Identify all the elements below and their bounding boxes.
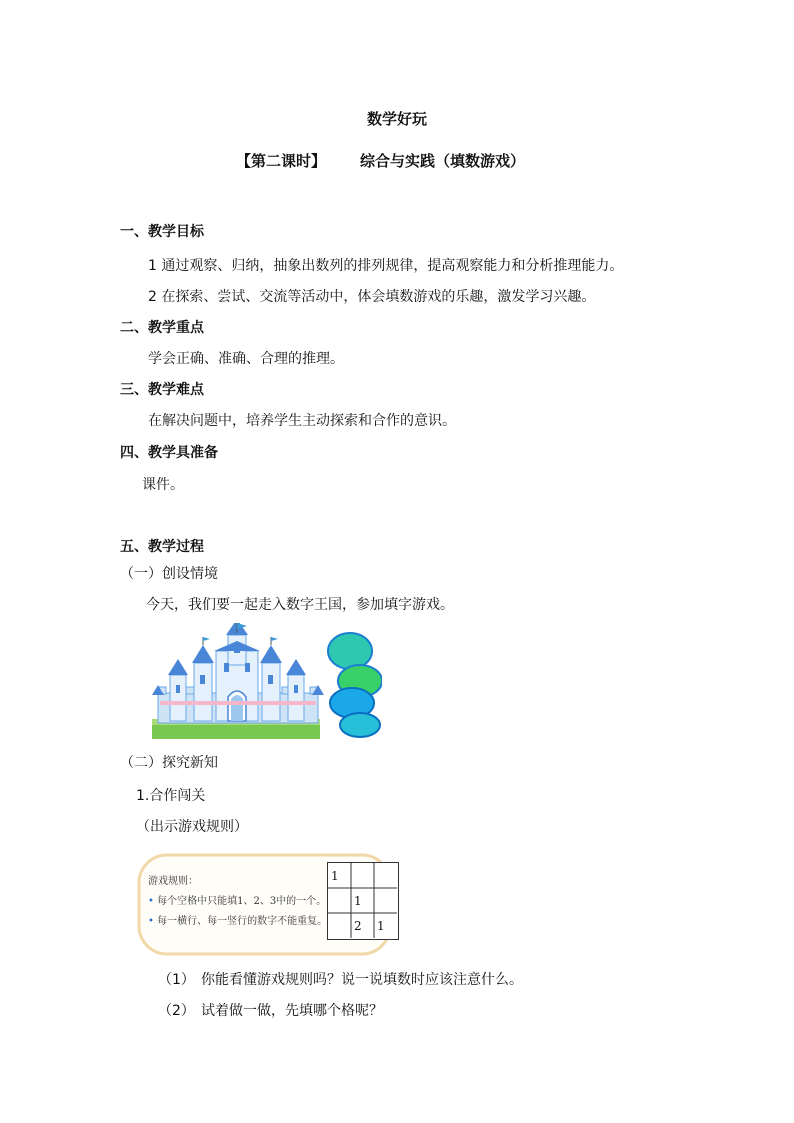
section-process-heading: 五、教学过程: [120, 539, 204, 555]
rule-2: [148, 915, 327, 929]
question-2-text: 试着做一做，先填哪个格呢？: [201, 1003, 383, 1019]
process-part1-text: 今天，我们要一起走入数字王国，参加填字游戏。: [146, 597, 454, 613]
question-1-text: 你能看懂游戏规则吗？说一说填数时应该注意什么。: [201, 972, 523, 988]
process-part1-heading: （一）创设情境: [120, 566, 218, 582]
grid-cell: [331, 888, 355, 914]
section-materials-heading: 四、教学具准备: [120, 445, 218, 461]
digit-kingdom-castle-image: [150, 623, 382, 741]
grid-cell: [331, 913, 355, 939]
section-difficulty-heading: 三、教学难点: [120, 382, 204, 398]
question-1-number: （1）: [158, 972, 195, 988]
grid-cell: [377, 863, 401, 889]
rule-2-text: 每一横行、每一竖行的数字不能重复。: [157, 916, 328, 927]
bullet-icon: •: [148, 896, 154, 907]
rule-1-text: 每个空格中只能填1、2、3中的一个。: [157, 896, 327, 907]
grid-cell: 1: [354, 894, 362, 908]
objective-2: 2 在探索、尝试、交流等活动中，体会填数游戏的乐趣，激发学习兴趣。: [148, 289, 596, 305]
cooperation-subheading: 1.合作闯关: [136, 788, 206, 804]
number-grid: [327, 862, 399, 940]
page-title: 数学好玩: [366, 110, 427, 128]
bullet-icon: •: [148, 916, 154, 927]
grid-cell: [354, 863, 378, 889]
show-rules-note: （出示游戏规则）: [136, 819, 248, 835]
grid-cell: 1: [377, 919, 385, 933]
section-keypoint-heading: 二、教学重点: [120, 320, 204, 336]
lesson-label: 【第二课时】: [236, 152, 327, 170]
grid-cell: 2: [354, 919, 362, 933]
process-part2-heading: （二）探究新知: [120, 755, 218, 771]
grid-cell: [377, 888, 401, 914]
question-2-number: （2）: [158, 1003, 195, 1019]
section-objectives-heading: 一、教学目标: [120, 224, 204, 240]
lesson-topic: 综合与实践（填数游戏）: [360, 152, 526, 170]
rules-label: 游戏规则：: [148, 876, 198, 887]
rule-1: [148, 895, 326, 909]
grid-cell: 1: [331, 869, 339, 883]
objective-1: 1 通过观察、归纳，抽象出数列的排列规律，提高观察能力和分析推理能力。: [148, 258, 624, 274]
materials-text: 课件。: [142, 477, 184, 493]
keypoint-text: 学会正确、准确、合理的推理。: [148, 351, 344, 367]
difficulty-text: 在解决问题中，培养学生主动探索和合作的意识。: [148, 413, 456, 429]
